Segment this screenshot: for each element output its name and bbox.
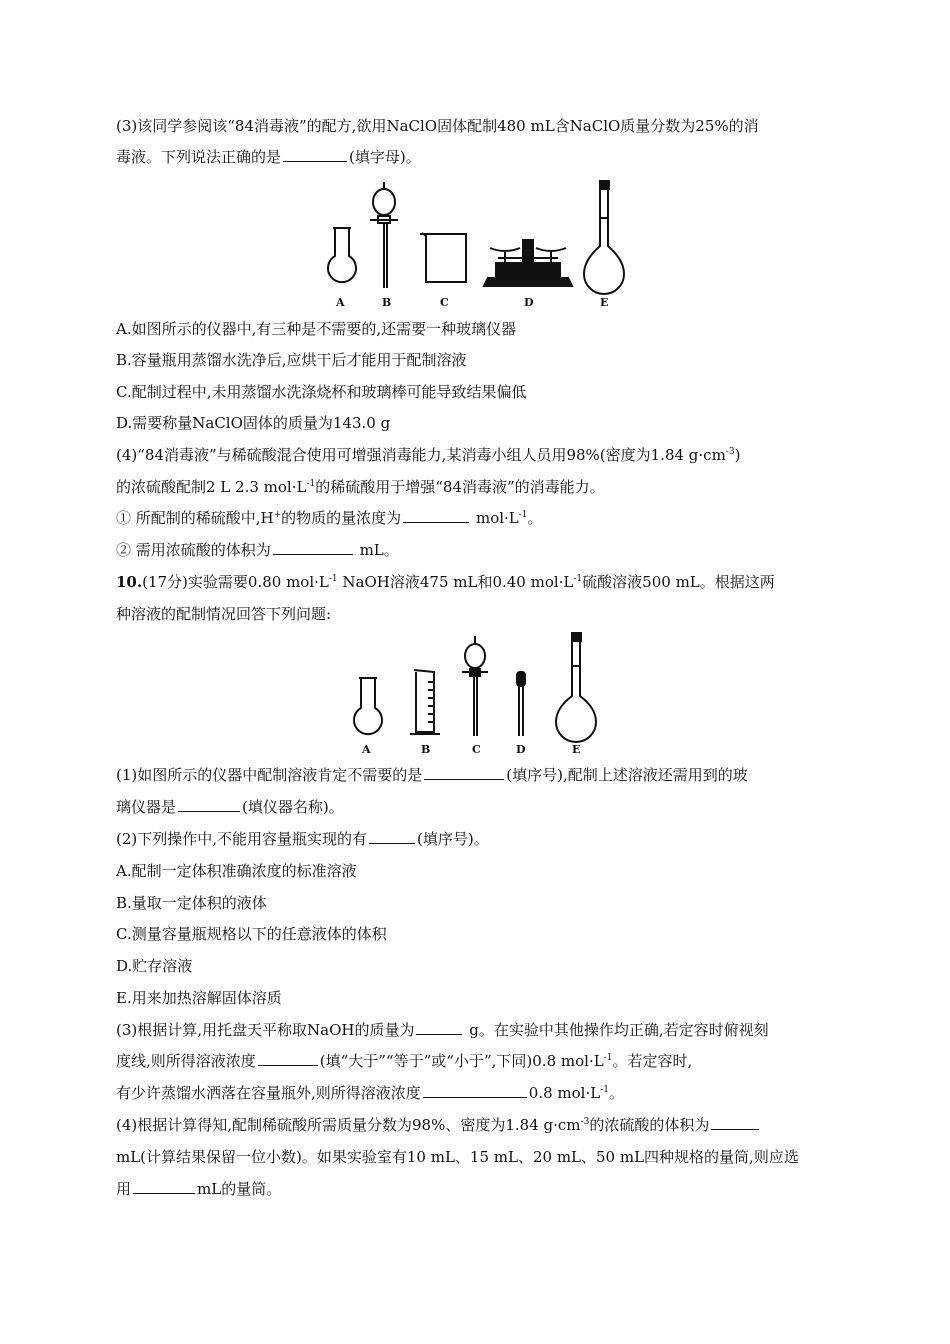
text: 。 (527, 509, 543, 527)
q9-sub2 (116, 540, 838, 560)
superscript: -3 (580, 1117, 590, 1127)
figure-label-c: C (440, 296, 449, 309)
text: mL。 (359, 541, 399, 559)
answer-blank[interactable] (403, 508, 469, 523)
q9-p4-line2 (116, 477, 838, 497)
q9-option-a: A.如图所示的仪器中,有三种是不需要的,还需要一种玻璃仪器 (116, 320, 517, 338)
separatory-funnel-icon (462, 636, 488, 736)
answer-blank[interactable] (258, 1051, 318, 1066)
q10-p1-line2 (116, 797, 838, 817)
text: 度线,则所得溶液浓度 (116, 1052, 256, 1070)
superscript: -1 (306, 479, 316, 489)
text: (填序号)。 (417, 830, 489, 848)
volumetric-flask-icon (584, 181, 624, 294)
text: (4)根据计算得知,配制稀硫酸所需质量分数为98%、密度为1.84 g·cm (116, 1116, 581, 1134)
q10-p3-line2 (116, 1051, 838, 1071)
superscript: -1 (573, 574, 583, 584)
separatory-funnel-icon (370, 182, 398, 288)
text: 。若定容时, (612, 1052, 693, 1070)
text: 的浓硫酸配制2 L 2.3 mol·L (116, 478, 307, 496)
text: 0.8 mol·L (528, 1084, 601, 1102)
text: ② 需用浓硫酸的体积为 (116, 541, 271, 559)
answer-blank[interactable] (424, 765, 504, 780)
text: 毒液。下列说法正确的是 (116, 148, 282, 166)
superscript: + (273, 510, 282, 520)
text: 。 (608, 1084, 624, 1102)
q10-option-c: C.测量容量瓶规格以下的任意液体的体积 (116, 925, 387, 943)
q10-p1-line1 (116, 765, 838, 785)
figure-label-b: B (421, 743, 431, 756)
figure-label-d: D (516, 743, 526, 756)
text: mol·L (475, 509, 519, 527)
q9-p4-line1 (116, 445, 838, 465)
apparatus-figure-1 (318, 178, 628, 312)
text: 的稀硫酸用于增强“84消毒液”的消毒能力。 (315, 478, 605, 496)
superscript: -3 (725, 447, 735, 457)
q9-option-d: D.需要称量NaClO固体的质量为143.0 g (116, 414, 391, 432)
volumetric-flask-icon (556, 633, 596, 742)
text: ① 所配制的稀硫酸中,H (116, 509, 274, 527)
q9-p3-line1 (116, 116, 838, 136)
figure-label-e: E (572, 743, 581, 756)
text: (4)“84消毒液”与稀硫酸混合使用可增强消毒能力,某消毒小组人员用98%(密度为1.84 g·cm (116, 446, 726, 464)
figure-label-d: D (524, 296, 534, 309)
answer-blank[interactable] (178, 797, 240, 812)
text: (填仪器名称)。 (242, 798, 344, 816)
figure-label-a: A (336, 296, 345, 309)
answer-blank[interactable] (711, 1115, 759, 1130)
q9-option-c: C.配制过程中,未用蒸馏水洗涤烧杯和玻璃棒可能导致结果偏低 (116, 383, 527, 401)
q10-option-e: E.用来加热溶解固体溶质 (116, 989, 282, 1007)
q10-p3-line3 (116, 1083, 838, 1103)
text: (3)该同学参阅该“84消毒液”的配方,欲用NaClO固体配制480 mL含NaClO质量分数为25%的消 (116, 117, 759, 135)
answer-blank[interactable] (273, 540, 353, 555)
text: (17分)实验需要0.80 mol·L (142, 573, 329, 591)
figure-label-b: B (382, 296, 392, 309)
figure-label-e: E (600, 296, 609, 309)
text: ) (734, 446, 741, 464)
round-bottom-flask-icon (328, 228, 356, 282)
text: mL的量筒。 (197, 1180, 282, 1198)
q9-p3-line2 (116, 147, 838, 167)
q10-p4-line1 (116, 1115, 838, 1135)
text: 有少许蒸馏水洒落在容量瓶外,则所得溶液浓度 (116, 1084, 421, 1102)
q10-option-a: A.配制一定体积准确浓度的标准溶液 (116, 862, 357, 880)
text: NaOH溶液475 mL和0.40 mol·L (337, 573, 574, 591)
figure-label-c: C (472, 743, 481, 756)
beaker-icon (420, 233, 466, 282)
text: (2)下列操作中,不能用容量瓶实现的有 (116, 830, 368, 848)
apparatus-figure-2 (344, 632, 606, 758)
figure-label-a: A (362, 743, 371, 756)
q10-option-b: B.量取一定体积的液体 (116, 894, 267, 912)
text: (3)根据计算,用托盘天平称取NaOH的质量为 (116, 1021, 415, 1039)
text: g。在实验中其他操作均正确,若定容时俯视刻 (469, 1021, 769, 1039)
q10-option-d: D.贮存溶液 (116, 957, 193, 975)
q10-p4-line2: mL(计算结果保留一位小数)。如果实验室有10 mL、15 mL、20 mL、50 mL四种规格的量筒,则应选 (116, 1148, 799, 1166)
text: 的物质的量浓度为 (281, 509, 402, 527)
dropper-icon (517, 672, 525, 736)
text: 的浓硫酸的体积为 (589, 1116, 710, 1134)
text: (填序号),配制上述溶液还需用到的玻 (506, 766, 748, 784)
text: 硫酸溶液500 mL。根据这两 (582, 573, 775, 591)
superscript: -1 (328, 574, 338, 584)
q9-option-b: B.容量瓶用蒸馏水洗净后,应烘干后才能用于配制溶液 (116, 351, 467, 369)
graduated-cylinder-icon (410, 670, 440, 734)
text: 璃仪器是 (116, 798, 177, 816)
q10-line2: 种溶液的配制情况回答下列问题: (116, 605, 332, 623)
round-bottom-flask-icon (354, 678, 382, 734)
q9-sub1 (116, 508, 838, 528)
q10-line1 (116, 572, 838, 592)
answer-blank[interactable] (423, 1083, 527, 1098)
superscript: -1 (603, 1053, 613, 1063)
answer-blank[interactable] (416, 1020, 462, 1035)
superscript: -1 (600, 1085, 609, 1095)
superscript: -1 (518, 510, 528, 520)
text: (填字母)。 (349, 148, 421, 166)
q10-p2 (116, 829, 838, 849)
question-number: 10. (116, 573, 143, 591)
answer-blank[interactable] (283, 147, 347, 162)
q10-p3-line1 (116, 1020, 838, 1040)
text: 用 (116, 1180, 132, 1198)
text: (填“大于”“等于”或“小于”,下同)0.8 mol·L (319, 1052, 604, 1070)
answer-blank[interactable] (369, 829, 415, 844)
answer-blank[interactable] (133, 1179, 195, 1194)
q10-p4-line3 (116, 1179, 838, 1199)
tray-balance-icon (484, 240, 572, 286)
text: (1)如图所示的仪器中配制溶液肯定不需要的是 (116, 766, 423, 784)
